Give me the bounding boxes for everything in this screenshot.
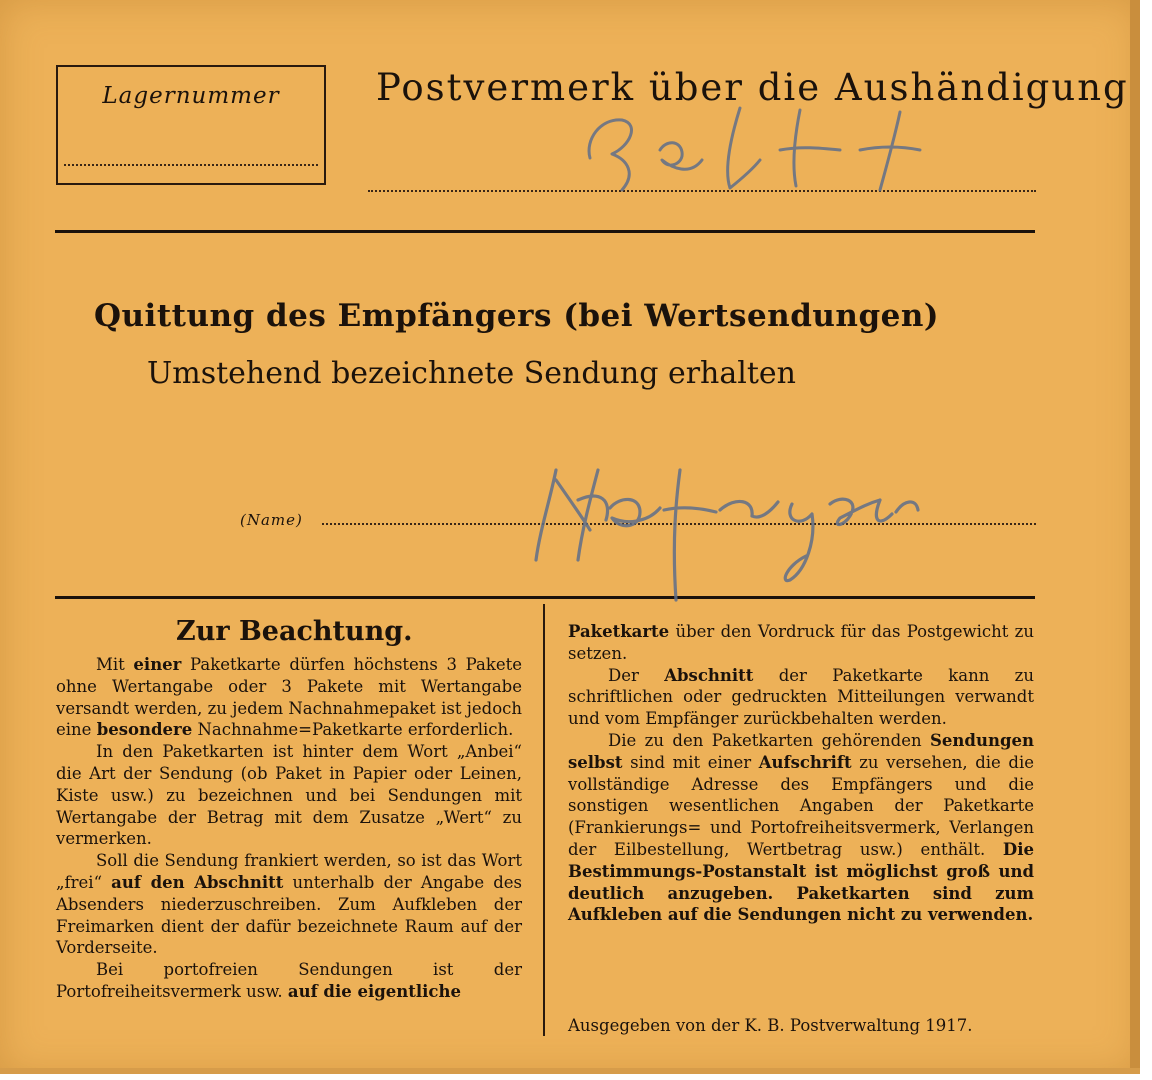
notice-text: unterhalb der Angabe des Absenders niederzuschreiben. Zum Aufkleben der Freimarken dient der dafür bezeichnete Raum auf der Vorderseite. (56, 872, 523, 958)
notice-paragraph (56, 741, 522, 850)
notice-paragraph (568, 621, 1034, 665)
notice-text: Nachnahme=Paketkarte erforderlich. (192, 720, 514, 740)
issued-by-line: Ausgegeben von der K. B. Postverwaltung 1917. (568, 1016, 973, 1035)
notice-text: zu versehen, die die vollständige Adresse des Empfängers und die sonstigen wesentlichen Angaben der Paketkarte (Frankierungs= und Portofreiheitsvermerk, Verlangen der Eilbestellung, Wertbetrag usw.) enthält. (568, 752, 1034, 859)
notice-emphasis: Die Bestimmungs-Postanstalt ist möglichst groß und deutlich anzugeben. Paketkarten sind zum Aufkleben auf die Sendungen nicht zu verwenden. (568, 839, 1034, 925)
notice-emphasis: Sendungen selbst (568, 730, 1034, 772)
notice-text: Mit (96, 655, 134, 674)
notice-text: über den Vordruck für das Postgewicht zu setzen. (568, 622, 1034, 663)
notice-text: der Paketkarte kann zu schriftlichen oder gedruckten Mitteilungen verwandt und vom Empfänger zurückbehalten werden. (568, 665, 1034, 729)
notice-right-column (568, 621, 1034, 926)
notice-text: Soll die Sendung frankiert werden, so ist das Wort „frei“ (56, 851, 522, 892)
name-label: (Name) (240, 511, 303, 529)
notice-text: sind mit einer (622, 752, 759, 772)
notice-paragraph (568, 665, 1034, 730)
notice-emphasis: Abschnitt (664, 665, 754, 685)
notice-text: Paketkarte dürfen höchstens 3 Pakete ohne Wertangabe oder 3 Pakete mit Wertangabe versandt werden, zu jedem Nachnahmepaket ist jedoch eine (56, 655, 522, 740)
handwritten-delivery-note (589, 108, 920, 190)
notice-emphasis: Aufschrift (758, 752, 852, 772)
notice-paragraph (568, 730, 1034, 926)
notice-emphasis: Paketkarte (568, 622, 670, 641)
delivery-note-heading: Postvermerk über die Aushändigung (376, 66, 1129, 109)
notice-emphasis: einer (133, 655, 182, 674)
storage-number-label: Lagernummer (102, 83, 280, 109)
notice-title: Zur Beachtung. (176, 616, 413, 647)
notice-text: In den Paketkarten ist hinter dem Wort „Anbei“ die Art der Sendung (ob Paket in Papier oder Leinen, Kiste usw.) zu bezeichnen und bei Sendungen mit Wertangabe der Betrag mit dem Zusatze „Wert“ zu vermerken. (56, 742, 522, 849)
notice-left-column (56, 654, 522, 1003)
notice-emphasis: auf die eigentliche (287, 981, 461, 1001)
notice-text: Der (608, 665, 665, 685)
notice-emphasis: besondere (96, 720, 193, 740)
notice-emphasis: auf den Abschnitt (111, 872, 284, 892)
notice-paragraph (56, 654, 522, 741)
receipt-subheading: Umstehend bezeichnete Sendung erhalten (147, 356, 796, 391)
handwritten-signature (536, 470, 918, 600)
notice-text: Die zu den Paketkarten gehörenden (608, 730, 931, 750)
receipt-heading: Quittung des Empfängers (bei Wertsendungen) (94, 298, 940, 334)
notice-paragraph (56, 959, 522, 1003)
notice-text: Bei portofreien Sendungen ist der Portofreiheitsvermerk usw. (56, 960, 522, 1001)
notice-paragraph (56, 850, 522, 959)
